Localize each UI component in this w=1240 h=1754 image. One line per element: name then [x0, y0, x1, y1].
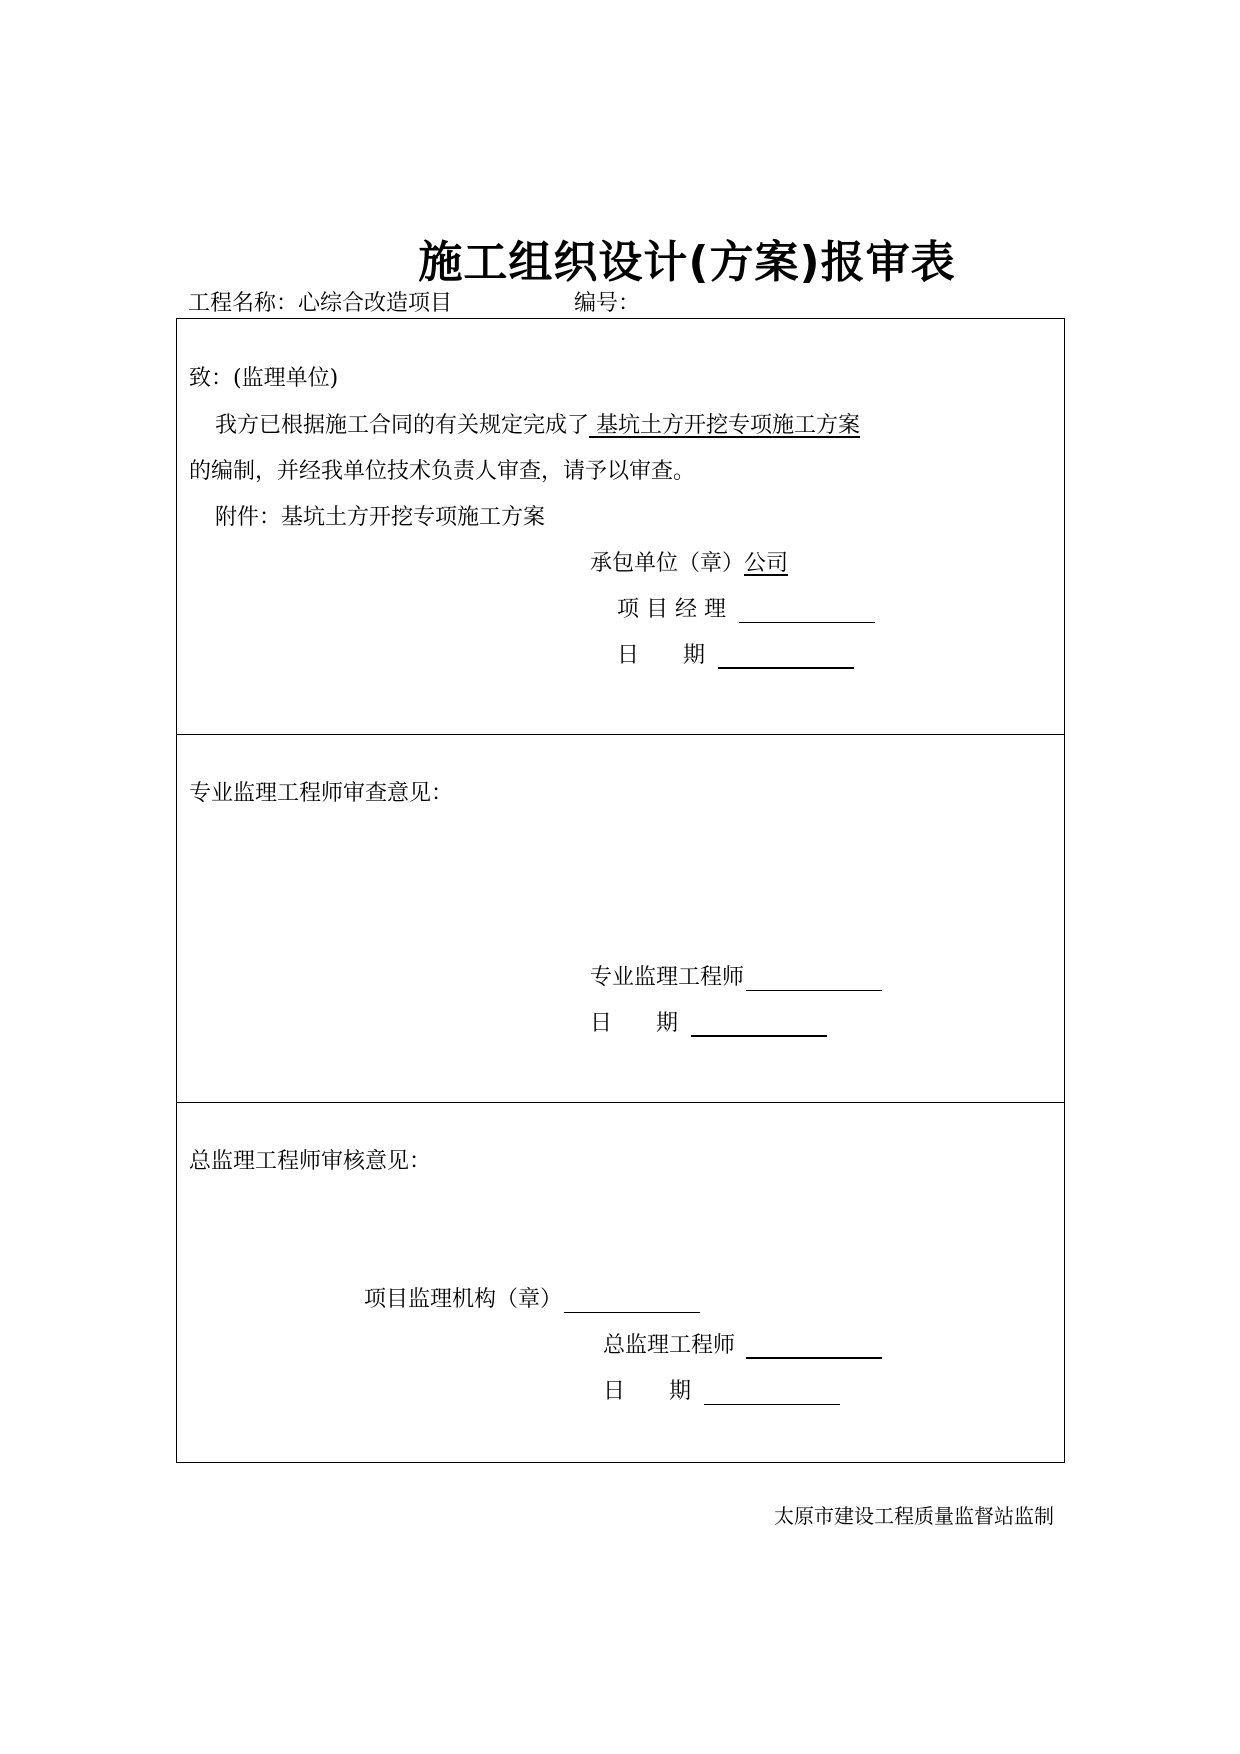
- plan-name: 基坑土方开挖专项施工方案: [589, 413, 861, 438]
- manager-line: [617, 597, 875, 623]
- manager-label: 项 目 经 理: [617, 597, 726, 622]
- contractor-line: [590, 551, 788, 577]
- date-line: [590, 1011, 827, 1037]
- project-name-line: [188, 291, 452, 317]
- date-line: [617, 643, 854, 669]
- date-label: 日 期: [590, 1011, 679, 1036]
- section-divider: [176, 734, 1065, 735]
- statement-prefix: 我方已根据施工合同的有关规定完成了: [215, 413, 590, 438]
- agency-label: 项目监理机构（章）: [364, 1287, 563, 1312]
- project-name-label: 工程名称：: [188, 291, 299, 316]
- statement-suffix: 的编制，并经我单位技术负责人审查，请予以审查。: [189, 459, 696, 484]
- manager-signature-blank: [739, 600, 875, 623]
- engineer-signature-blank: [746, 968, 882, 991]
- date-blank: [718, 645, 854, 669]
- date-label: 日 期: [603, 1379, 692, 1404]
- agency-line: [364, 1287, 700, 1313]
- date-label: 日 期: [617, 643, 706, 668]
- agency-seal-blank: [564, 1290, 700, 1313]
- contractor-label: 承包单位（章）: [590, 551, 745, 576]
- page-title: 施工组织设计(方案)报审表: [418, 237, 956, 288]
- supervisor-opinion-heading: 专业监理工程师审查意见：: [189, 781, 454, 806]
- issuer-footer: 太原市建设工程质量监督站监制: [774, 1504, 1054, 1528]
- chief-engineer-label: 总监理工程师: [603, 1333, 736, 1358]
- chief-signature-blank: [746, 1335, 882, 1359]
- submission-statement: [215, 413, 860, 439]
- addressee-line: 致：(监理单位): [189, 366, 339, 391]
- date-line: [603, 1379, 840, 1405]
- date-blank: [704, 1382, 840, 1405]
- chief-engineer-line: [603, 1333, 882, 1359]
- number-label: 编号：: [574, 291, 641, 316]
- date-blank: [691, 1013, 827, 1037]
- engineer-line: [590, 965, 882, 991]
- contractor-value: 公司: [744, 551, 789, 576]
- section-divider: [176, 1102, 1065, 1103]
- attachment-line: [215, 505, 545, 531]
- project-name-value: 心综合改造项目: [298, 291, 453, 316]
- attachment-label: 附件：: [215, 505, 282, 530]
- attachment-value: 基坑土方开挖专项施工方案: [281, 505, 546, 530]
- engineer-label: 专业监理工程师: [590, 965, 745, 990]
- chief-opinion-heading: 总监理工程师审核意见：: [189, 1149, 432, 1174]
